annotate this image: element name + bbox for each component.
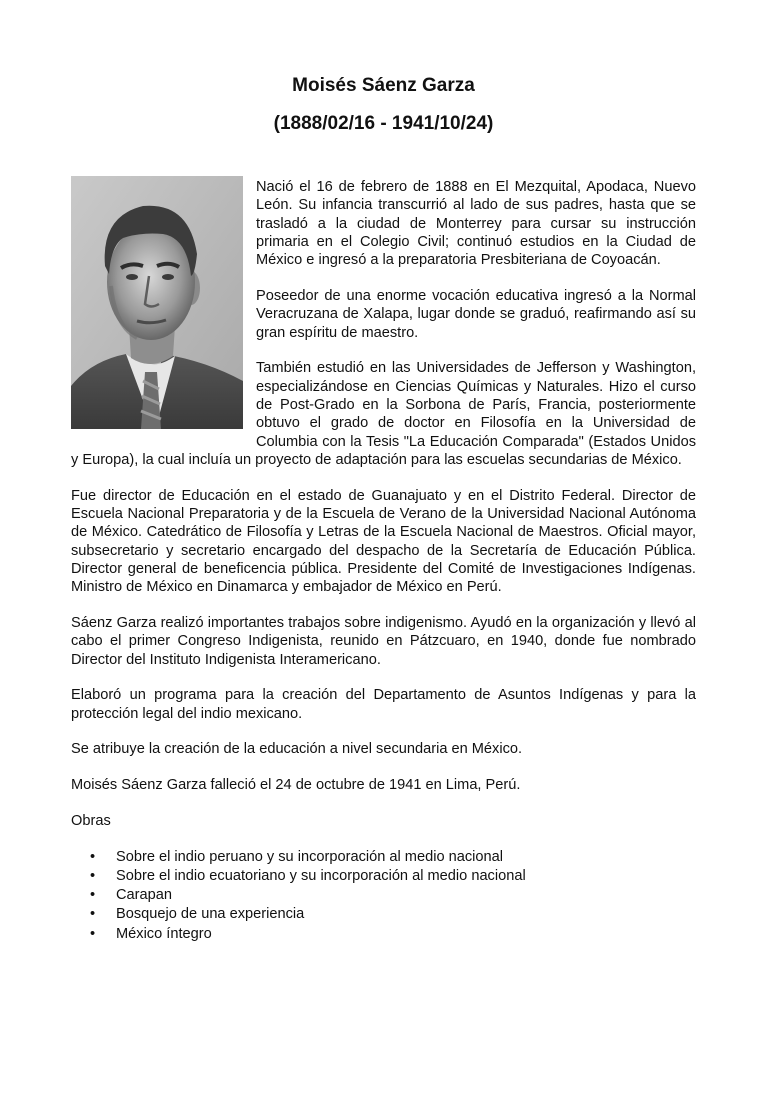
bullet-icon: • bbox=[90, 887, 96, 904]
list-item bbox=[71, 848, 696, 867]
bullet-icon: • bbox=[90, 848, 96, 865]
work-title: Sobre el indio ecuatoriano y su incorporación al medio nacional bbox=[116, 868, 526, 885]
list-item bbox=[71, 867, 696, 886]
list-item bbox=[71, 925, 696, 944]
life-dates: (1888/02/16 - 1941/10/24) bbox=[273, 113, 494, 134]
list-item bbox=[71, 905, 696, 924]
document-page bbox=[0, 72, 768, 1096]
works-heading: Obras bbox=[71, 813, 111, 830]
paragraph-death: Moisés Sáenz Garza falleció el 24 de octubre de 1941 en Lima, Perú. bbox=[71, 777, 521, 794]
paragraph-indigenism: Sáenz Garza realizó importantes trabajos sobre indigenismo. Ayudó en la organización y llevó al cabo el primer Congreso Indigenista, reunido en Pátzcuaro, en 1940, donde fue nombrado Director del Instituto Indigenista Interamericano. bbox=[71, 614, 696, 668]
biography-content bbox=[71, 178, 696, 944]
work-title: Carapan bbox=[116, 887, 172, 904]
paragraph-career: Fue director de Educación en el estado de Guanajuato y en el Distrito Federal. Director de Escuela Nacional Preparatoria y de la Escuela de Verano de la Universidad Nacional Autónoma de México. Catedrático de Filosofía y Letras de la Escuela Nacional de Maestros. Oficial mayor, subsecretario y secretario encargado del despacho de la Secretaría de Educación Pública. Director general de beneficencia pública. Presidente del Comité de Investigaciones Indígenas. Ministro de México en Dinamarca y embajador de México en Perú. bbox=[71, 487, 696, 596]
page-title: Moisés Sáenz Garza bbox=[292, 75, 475, 96]
paragraph-vocation: Poseedor de una enorme vocación educativa ingresó a la Normal Veracruzana de Xalapa, lugar donde se graduó, reafirmando así su gran espíritu de maestro. bbox=[256, 287, 696, 341]
bullet-icon: • bbox=[90, 925, 96, 942]
work-title: Bosquejo de una experiencia bbox=[116, 906, 305, 923]
list-item bbox=[71, 886, 696, 905]
paragraph-studies: También estudió en las Universidades de Jefferson y Washington, especializándose en Ciencias Químicas y Naturales. Hizo el curso de Post-Grado en la Sorbona de París, Francia, posteriormente obtuvo el grado de doctor en Filosofía en la Universidad de Columbia con la Tesis "La Educación Comparada" (Estados Unidos y Europa), la cual incluía un proyecto de adaptación para las escuelas secundarias de México. bbox=[71, 360, 696, 468]
bullet-icon: • bbox=[90, 906, 96, 923]
paragraph-program: Elaboró un programa para la creación del Departamento de Asuntos Indígenas y para la protección legal del indio mexicano. bbox=[71, 687, 696, 722]
work-title: México íntegro bbox=[116, 925, 212, 942]
bullet-icon: • bbox=[90, 868, 96, 885]
paragraph-secondary-education: Se atribuye la creación de la educación a nivel secundaria en México. bbox=[71, 741, 523, 758]
work-title: Sobre el indio peruano y su incorporación al medio nacional bbox=[116, 848, 503, 865]
works-list bbox=[71, 848, 696, 944]
paragraph-birth: Nació el 16 de febrero de 1888 en El Mezquital, Apodaca, Nuevo León. Su infancia transcurrió al lado de sus padres, hasta que se trasladó a la ciudad de Monterrey para cursar su instrucción primaria en el Colegio Civil; continuó estudios en la Ciudad de México e ingresó a la preparatoria Presbiteriana de Coyoacán. bbox=[256, 179, 696, 269]
portrait-photo bbox=[71, 176, 243, 429]
